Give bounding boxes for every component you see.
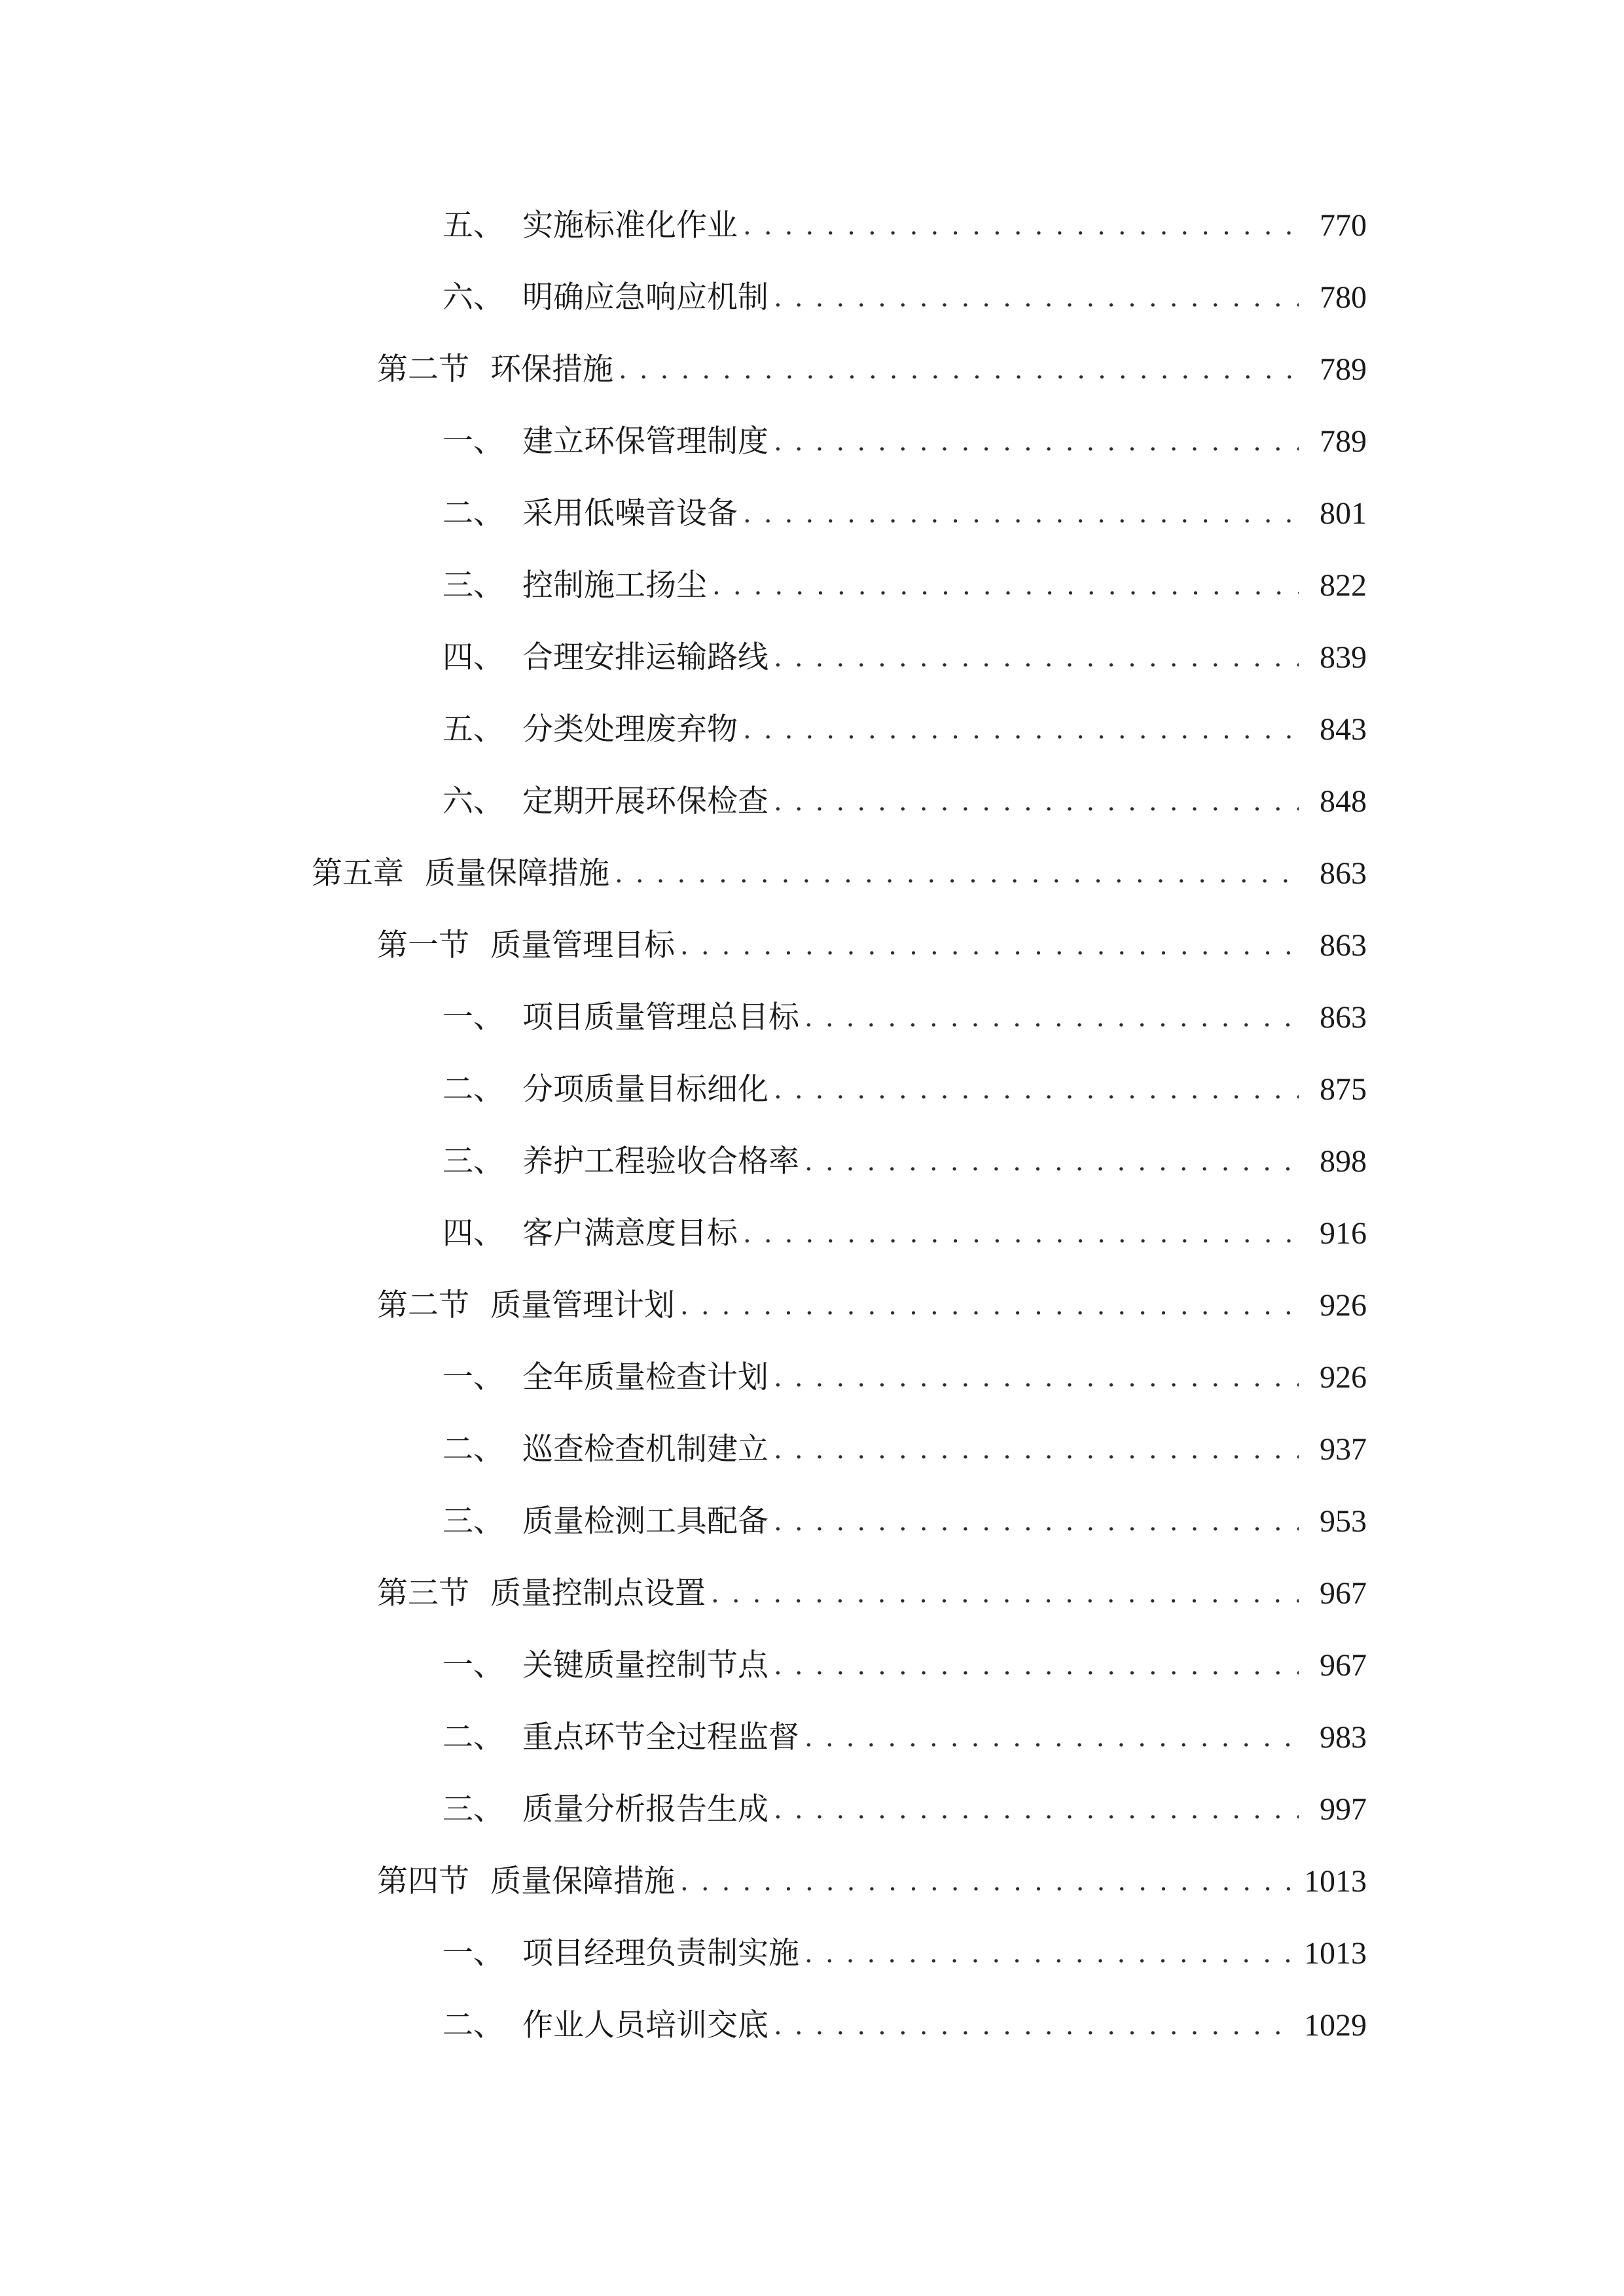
toc-entry-page-number: 801 (1320, 496, 1367, 531)
toc-entry-label (442, 1630, 768, 1702)
toc-entry-number: 三、 (442, 1143, 504, 1179)
toc-entry-title: 质量保障措施 (425, 855, 609, 891)
toc-entry-number: 第一节 (377, 927, 469, 963)
toc-entry[interactable] (377, 910, 1367, 982)
toc-entry-number: 四、 (442, 1215, 504, 1251)
toc-entry-title: 项目经理负责制实施 (522, 1935, 799, 1971)
toc-entry-title: 分项质量目标细化 (522, 1071, 768, 1107)
toc-entry-number: 一、 (442, 1647, 504, 1683)
toc-entry[interactable] (377, 1270, 1367, 1342)
toc-entry-number: 一、 (442, 1935, 504, 1971)
toc-entry-page-number: 770 (1320, 208, 1367, 243)
toc-entry-page-number: 863 (1320, 856, 1367, 891)
toc-entry-page-number: 789 (1320, 424, 1367, 459)
toc-entry-page-number: 898 (1320, 1144, 1367, 1179)
toc-entry-title: 巡查检查机制建立 (522, 1431, 768, 1467)
toc-entry-label (442, 1126, 799, 1198)
toc-entry[interactable] (442, 1630, 1367, 1702)
dot-leader (680, 1270, 1299, 1342)
toc-entry-title: 明确应急响应机制 (522, 279, 768, 315)
dot-leader (774, 1990, 1295, 2062)
toc-entry-page-number: 780 (1320, 280, 1367, 315)
toc-entry-number: 六、 (442, 279, 504, 315)
toc-entry[interactable] (442, 982, 1367, 1054)
toc-entry-label (377, 1558, 706, 1630)
dot-leader (774, 1414, 1299, 1486)
toc-entry-title: 关键质量控制节点 (522, 1647, 768, 1683)
dot-leader (774, 1486, 1299, 1558)
toc-entry-label (442, 1054, 768, 1126)
toc-entry-page-number: 839 (1320, 640, 1367, 675)
toc-entry-label (442, 622, 768, 694)
dot-leader (615, 838, 1299, 910)
toc-entry-label (377, 1270, 675, 1342)
toc-entry-title: 客户满意度目标 (522, 1215, 738, 1251)
toc-entry-number: 二、 (442, 1719, 504, 1755)
toc-entry[interactable] (377, 1558, 1367, 1630)
toc-entry-title: 质量控制点设置 (490, 1575, 706, 1611)
toc-entry-title: 质量分析报告生成 (522, 1791, 768, 1827)
toc-entry-number: 四、 (442, 639, 504, 675)
dot-leader (804, 1918, 1295, 1990)
toc-entry-page-number: 1013 (1304, 1864, 1367, 1899)
toc-entry-number: 第五章 (312, 855, 404, 891)
toc-entry-label (442, 262, 768, 334)
toc-entry-page-number: 937 (1320, 1432, 1367, 1467)
toc-entry-title: 控制施工扬尘 (522, 567, 707, 603)
dot-leader (774, 1342, 1299, 1414)
toc-entry[interactable] (442, 1414, 1367, 1486)
toc-entry-title: 质量管理计划 (490, 1287, 675, 1323)
toc-entry-page-number: 997 (1320, 1792, 1367, 1827)
toc-entry-title: 质量保障措施 (490, 1863, 675, 1899)
dot-leader (711, 1558, 1299, 1630)
dot-leader (743, 1198, 1299, 1270)
toc-entry[interactable] (442, 190, 1367, 262)
toc-entry-page-number: 967 (1320, 1576, 1367, 1611)
toc-entry-label (312, 838, 609, 910)
toc-entry-number: 三、 (442, 567, 504, 603)
toc-entry-label (442, 1774, 768, 1846)
toc-entry-label (377, 910, 675, 982)
toc-entry-title: 重点环节全过程监督 (522, 1719, 799, 1755)
toc-entry-number: 二、 (442, 495, 504, 531)
toc-entry-label (442, 1486, 768, 1558)
toc-entry-page-number: 863 (1320, 1000, 1367, 1035)
toc-entry-label (377, 334, 613, 406)
toc-entry[interactable] (442, 550, 1367, 622)
toc-entry-label (442, 1414, 768, 1486)
toc-entry-page-number: 875 (1320, 1072, 1367, 1107)
toc-entry-page-number: 1013 (1304, 1936, 1367, 1971)
toc-entry-title: 质量检测工具配备 (522, 1503, 768, 1539)
toc-entry-label (442, 406, 768, 478)
toc-entry-title: 环保措施 (490, 351, 613, 387)
toc-entry[interactable] (442, 1054, 1367, 1126)
toc-entry-page-number: 848 (1320, 784, 1367, 819)
toc-entry-number: 第三节 (377, 1575, 469, 1611)
dot-leader (774, 1774, 1299, 1846)
dot-leader (804, 1126, 1299, 1198)
dot-leader (774, 406, 1299, 478)
toc-entry-title: 分类处理废弃物 (522, 711, 738, 747)
toc-entry-label (377, 1846, 675, 1918)
toc-entry-title: 定期开展环保检查 (522, 783, 768, 819)
toc-entry-number: 第二节 (377, 1287, 469, 1323)
toc-entry-title: 项目质量管理总目标 (522, 999, 799, 1035)
toc-entry-number: 三、 (442, 1791, 504, 1827)
toc-entry-number: 六、 (442, 783, 504, 819)
toc-entry[interactable] (442, 1342, 1367, 1414)
toc-entry[interactable] (442, 766, 1367, 838)
dot-leader (680, 1846, 1295, 1918)
toc-entry-page-number: 822 (1320, 568, 1367, 603)
dot-leader (619, 334, 1299, 406)
dot-leader (743, 478, 1299, 550)
toc-entry-label (442, 478, 738, 550)
dot-leader (804, 982, 1299, 1054)
toc-entry-number: 第二节 (377, 351, 469, 387)
toc-entry-label (442, 1702, 799, 1774)
toc-entry-label (442, 982, 799, 1054)
toc-entry-page-number: 967 (1320, 1648, 1367, 1683)
toc-entry-label (442, 190, 738, 262)
toc-entry[interactable] (377, 1846, 1367, 1918)
dot-leader (774, 622, 1299, 694)
toc-entry[interactable] (442, 1702, 1367, 1774)
toc-entry-number: 一、 (442, 999, 504, 1035)
dot-leader (743, 694, 1299, 766)
toc-entry-page-number: 863 (1320, 928, 1367, 963)
dot-leader (743, 190, 1299, 262)
toc-entry-number: 二、 (442, 1431, 504, 1467)
toc-entry-page-number: 953 (1320, 1504, 1367, 1539)
toc-entry-number: 五、 (442, 711, 504, 747)
toc-entry-number: 二、 (442, 2007, 504, 2043)
toc-entry-label (442, 1198, 738, 1270)
toc-entry[interactable] (442, 262, 1367, 334)
toc-entry[interactable] (442, 1198, 1367, 1270)
toc-entry-page-number: 843 (1320, 712, 1367, 747)
toc-entry-number: 三、 (442, 1503, 504, 1539)
toc-entry-label (442, 1918, 799, 1990)
toc-entry[interactable] (442, 1774, 1367, 1846)
toc-entry[interactable] (442, 1486, 1367, 1558)
toc-entry-number: 一、 (442, 423, 504, 459)
toc-entry-label (442, 694, 738, 766)
dot-leader (774, 1054, 1299, 1126)
toc-entry-page-number: 1029 (1304, 2008, 1367, 2043)
toc-entry-number: 五、 (442, 207, 504, 243)
toc-entry-label (442, 550, 707, 622)
toc-entry-label (442, 1342, 768, 1414)
toc-entry[interactable] (312, 838, 1367, 910)
dot-leader (804, 1702, 1299, 1774)
toc-entry[interactable] (377, 334, 1367, 406)
toc-entry[interactable] (442, 1990, 1367, 2062)
toc-entry-title: 质量管理目标 (490, 927, 675, 963)
toc-entry-page-number: 916 (1320, 1216, 1367, 1251)
toc-entry[interactable] (442, 622, 1367, 694)
toc-entry-number: 第四节 (377, 1863, 469, 1899)
dot-leader (774, 766, 1299, 838)
toc-entry-title: 全年质量检查计划 (522, 1359, 768, 1395)
dot-leader (712, 550, 1299, 622)
toc-entry-page-number: 926 (1320, 1288, 1367, 1323)
dot-leader (774, 262, 1299, 334)
toc-entry-page-number: 926 (1320, 1360, 1367, 1395)
toc-entry-page-number: 983 (1320, 1720, 1367, 1755)
toc-entry-title: 实施标准化作业 (522, 207, 738, 243)
toc-entry-title: 采用低噪音设备 (522, 495, 738, 531)
dot-leader (680, 910, 1299, 982)
toc-entry-label (442, 1990, 768, 2062)
toc-entry-number: 一、 (442, 1359, 504, 1395)
toc-entry-title: 建立环保管理制度 (522, 423, 768, 459)
toc-entry-page-number: 789 (1320, 352, 1367, 387)
toc-entry-title: 作业人员培训交底 (522, 2007, 768, 2043)
toc-entry-title: 养护工程验收合格率 (522, 1143, 799, 1179)
toc-entry[interactable] (442, 1126, 1367, 1198)
toc-entry[interactable] (442, 1918, 1367, 1990)
toc-entry[interactable] (442, 478, 1367, 550)
toc-entry-number: 二、 (442, 1071, 504, 1107)
toc-entry-title: 合理安排运输路线 (522, 639, 768, 675)
toc-entry[interactable] (442, 694, 1367, 766)
toc-entry[interactable] (442, 406, 1367, 478)
toc-entry-label (442, 766, 768, 838)
dot-leader (774, 1630, 1299, 1702)
